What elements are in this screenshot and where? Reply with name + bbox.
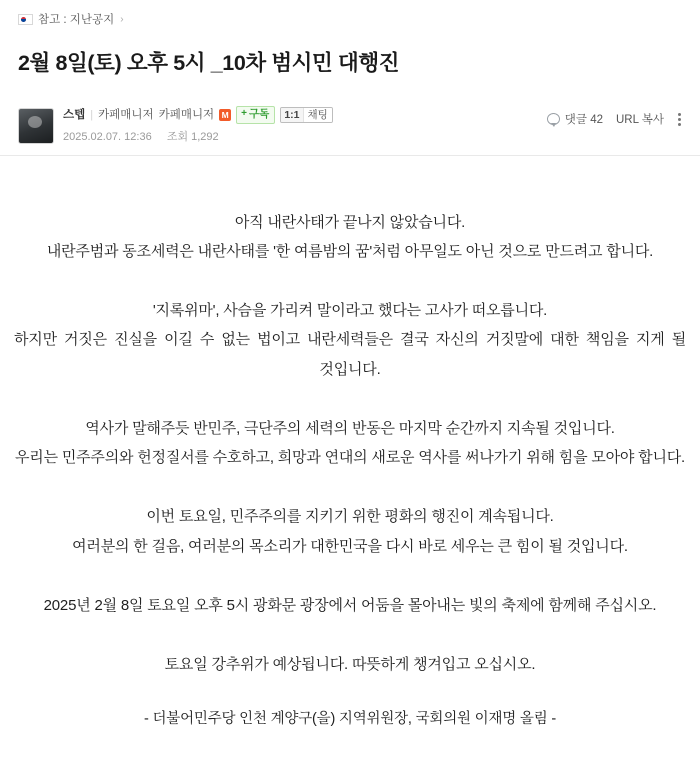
plus-icon: +: [241, 108, 248, 120]
post-actions: [547, 111, 682, 128]
paragraph-4: [14, 502, 686, 561]
paragraph-4-line-1: 이번 토요일, 민주주의를 지키기 위한 평화의 행진이 계속됩니다.: [146, 508, 554, 526]
post-content: [0, 156, 700, 734]
divider: |: [90, 108, 94, 121]
post-meta-line: [63, 128, 547, 144]
paragraph-3-line-2: 우리는 민주주의와 헌정질서를 수호하고, 희망과 연대의 새로운 역사를 써나가기 위해 힘을 모아야 합니다.: [14, 449, 686, 467]
post-date: 2025.02.07. 12:36: [63, 130, 152, 143]
comment-count-button[interactable]: [547, 111, 603, 127]
paragraph-1-line-2: 내란주범과 동조세력은 내란사태를 '한 여름밤의 꿈'처럼 아무일도 아닌 것으로 만드려고 합니다.: [46, 242, 654, 260]
chat-ratio-label: 1:1: [281, 108, 302, 122]
author-row: [0, 93, 700, 144]
author-meta-line: [63, 106, 547, 124]
subscribe-label: 구독: [249, 107, 270, 120]
paragraph-1-line-1: 아직 내란사태가 끝나지 않았습니다.: [234, 213, 466, 231]
author-nickname[interactable]: 스텝: [63, 108, 86, 121]
kebab-menu-icon[interactable]: [677, 111, 682, 128]
url-copy-button[interactable]: URL 복사: [616, 114, 664, 127]
avatar[interactable]: [18, 108, 54, 144]
breadcrumb[interactable]: [0, 0, 700, 27]
author-role: 카페매니저: [98, 108, 154, 121]
author-role-secondary: 카페매니저: [158, 108, 215, 121]
paragraph-6-line-1: 토요일 강추위가 예상됩니다. 따뜻하게 챙겨입고 오십시오.: [164, 656, 536, 674]
paragraph-5: [14, 591, 686, 620]
paragraph-3: [14, 414, 686, 473]
paragraph-3-line-1: 역사가 말해주듯 반민주, 극단주의 세력의 반동은 마지막 순간까지 지속될 것입니다.: [85, 419, 615, 437]
manager-badge-icon: M: [219, 109, 231, 121]
korea-flag-icon: [18, 14, 33, 25]
paragraph-2: [14, 296, 686, 384]
subscribe-button[interactable]: [236, 106, 275, 124]
paragraph-4-line-2: 여러분의 한 걸음, 여러분의 목소리가 대한민국을 다시 바로 세우는 큰 힘이 될 것입니다.: [72, 537, 628, 555]
speech-bubble-icon: [547, 113, 560, 125]
paragraph-6: [14, 650, 686, 679]
signature: - 더불어민주당 인천 계양구(을) 지역위원장, 국회의원 이재명 올림 -: [144, 711, 556, 728]
page-title: 2월 8일(토) 오후 5시 _10차 범시민 대행진: [18, 51, 400, 76]
comment-count-label: 댓글 42: [564, 114, 603, 127]
chat-button[interactable]: [280, 107, 332, 123]
paragraph-2-line-1: '지록위마', 사슴을 가리켜 말이라고 했다는 고사가 떠오릅니다.: [152, 302, 548, 320]
breadcrumb-label[interactable]: 참고 : 지난공지: [38, 14, 115, 26]
paragraph-5-line-1: 2025년 2월 8일 토요일 오후 5시 광화문 광장에서 어둠을 몰아내는 빛의 축제에 함께해 주십시오.: [43, 596, 657, 614]
view-count: 조회 1,292: [166, 130, 219, 143]
chevron-right-icon: ›: [120, 13, 124, 25]
author-info: [63, 106, 547, 144]
paragraph-2-line-2: 하지만 거짓은 진실을 이길 수 없는 법이고 내란세력들은 결국 자신의 거짓말에 대한 책임을 지게 될 것입니다.: [14, 331, 686, 378]
chat-label: 채팅: [303, 108, 332, 122]
paragraph-1: [14, 208, 686, 267]
